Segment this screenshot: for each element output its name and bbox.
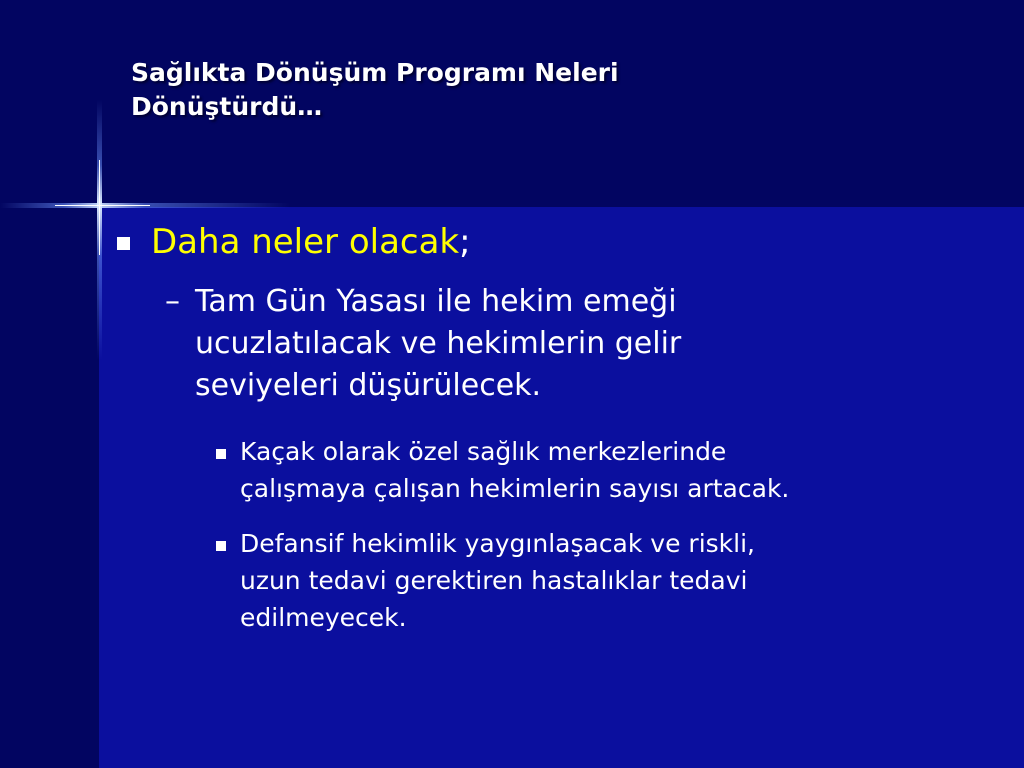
bullet-level-1 bbox=[151, 218, 471, 266]
bullet-level-3-item-2-line-1: Defansif hekimlik yaygınlaşacak ve riskli, bbox=[240, 529, 755, 558]
bullet-level-3-item-1 bbox=[240, 433, 940, 507]
bullet-level-3-item-2 bbox=[240, 525, 940, 636]
square-bullet-icon bbox=[216, 541, 226, 551]
slide-title-line-2: Dönüştürdü… bbox=[131, 92, 323, 121]
bullet-level-1-text: Daha neler olacak bbox=[151, 222, 460, 262]
bullet-level-2-line-2: ucuzlatılacak ve hekimlerin gelir bbox=[195, 326, 682, 361]
bullet-level-3-item-1-line-1: Kaçak olarak özel sağlık merkezlerinde bbox=[240, 437, 727, 466]
bullet-level-3-item-1-line-2: çalışmaya çalışan hekimlerin sayısı artacak. bbox=[240, 474, 790, 503]
bullet-level-3-item-2-line-3: edilmeyecek. bbox=[240, 603, 407, 632]
bullet-level-2-line-1: Tam Gün Yasası ile hekim emeği bbox=[195, 284, 677, 319]
slide-title-line-1: Sağlıkta Dönüşüm Programı Neleri bbox=[131, 58, 619, 87]
square-bullet-icon bbox=[216, 449, 226, 459]
bullet-level-2-line-3: seviyeleri düşürülecek. bbox=[195, 368, 542, 403]
bullet-level-3-item-2-line-2: uzun tedavi gerektiren hastalıklar tedavi bbox=[240, 566, 748, 595]
square-bullet-icon bbox=[117, 237, 130, 250]
bullet-level-1-suffix: ; bbox=[459, 222, 471, 262]
bullet-level-2 bbox=[195, 281, 815, 407]
dash-bullet-icon: – bbox=[165, 284, 180, 319]
